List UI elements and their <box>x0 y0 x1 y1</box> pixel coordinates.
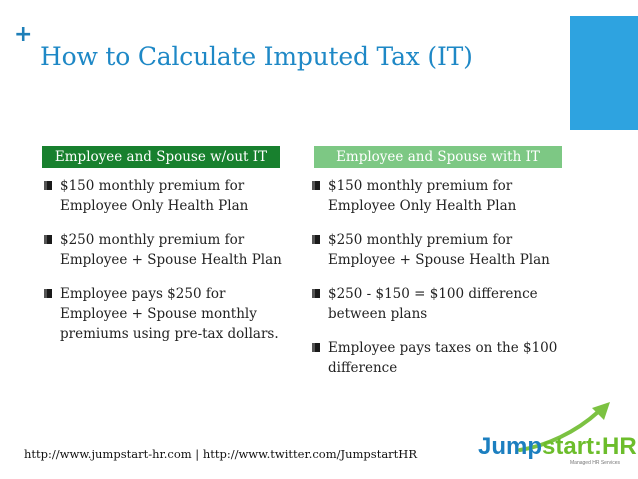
bullet-text: $150 monthly premium for Employee Only Health Plan <box>328 178 517 214</box>
bullet-text: $150 monthly premium for Employee Only Health Plan <box>60 178 249 214</box>
left-column-header: Employee and Spouse w/out IT <box>42 146 280 168</box>
svg-text:Managed HR Services: Managed HR Services <box>570 460 621 466</box>
bullet-text: Employee pays taxes on the $100 difference <box>328 340 558 376</box>
right-column-header: Employee and Spouse with IT <box>314 146 562 168</box>
jumpstart-hr-logo <box>476 398 637 468</box>
square-bullet-icon <box>44 181 52 190</box>
bullet-item <box>312 338 572 378</box>
bullet-item <box>312 230 572 270</box>
bullet-item <box>312 176 572 216</box>
right-column <box>312 176 572 392</box>
bullet-item <box>44 230 292 270</box>
svg-text:Jumpstart:HR: Jumpstart:HR <box>478 433 637 460</box>
plus-icon: + <box>14 22 33 47</box>
bullet-text: $250 monthly premium for Employee + Spouse Health Plan <box>60 232 282 268</box>
square-bullet-icon <box>44 289 52 298</box>
slide-title: How to Calculate Imputed Tax (IT) <box>40 42 473 71</box>
bullet-text: Employee pays $250 for Employee + Spouse monthly premiums using pre-tax dollars. <box>60 286 279 342</box>
square-bullet-icon <box>44 235 52 244</box>
left-column <box>44 176 292 358</box>
footer-links: http://www.jumpstart-hr.com | http://www.twitter.com/JumpstartHR <box>24 447 417 461</box>
bullet-item <box>44 284 292 344</box>
bullet-item <box>312 284 572 324</box>
bullet-text: $250 monthly premium for Employee + Spouse Health Plan <box>328 232 550 268</box>
accent-bar <box>570 16 638 130</box>
square-bullet-icon <box>312 181 320 190</box>
bullet-item <box>44 176 292 216</box>
square-bullet-icon <box>312 289 320 298</box>
bullet-text: $250 - $150 = $100 difference between plans <box>328 286 538 322</box>
square-bullet-icon <box>312 343 320 352</box>
square-bullet-icon <box>312 235 320 244</box>
